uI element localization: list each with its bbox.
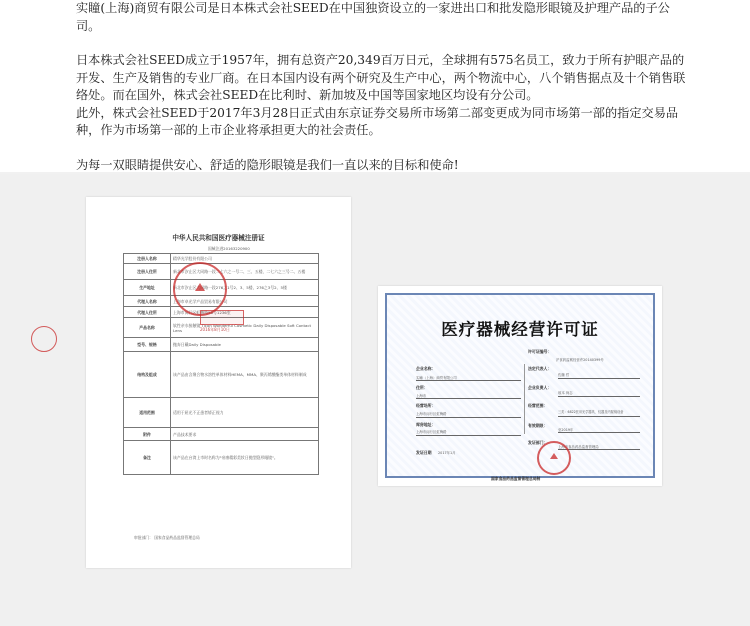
stamp-date: 2016年8月10日 xyxy=(200,327,230,332)
official-seal-icon xyxy=(173,262,227,316)
issuer-value: 上海市食品药品监督管理局 xyxy=(558,445,599,449)
approval-stamp-icon xyxy=(200,310,244,325)
table-row: 适用范围 适用于屈光不正患者矫正视力 xyxy=(124,398,319,428)
table-row: 生产地址 新北市汐止区大同路一段276之1号2、3、5楼，276之3号2、5楼 xyxy=(124,280,319,296)
issuer-label: 发证部门： xyxy=(528,440,548,445)
legal-rep-label: 法定代表人： xyxy=(528,366,552,371)
registration-code: 国械注进20163220900 xyxy=(208,246,250,251)
premises-value: 上海市闵行区虹梅路 xyxy=(416,412,447,416)
mission-statement: 为每一双眼睛提供安心、舒适的隐形眼镜是我们一直以来的目标和使命! xyxy=(76,157,459,172)
table-row: 产品名称 软性亲水接触镜 Ticon Wonderful Cosmetic Daily Disposable Soft Contact Lens xyxy=(124,318,319,338)
valid-period-value: 至2019年 xyxy=(558,428,574,432)
director-label: 企业负责人： xyxy=(528,385,552,390)
permit-number: 沪食药监械经营许20140399号 xyxy=(556,358,604,362)
small-seal-icon xyxy=(31,326,57,352)
license-seal-icon xyxy=(537,441,571,475)
residence-value: 上海市 xyxy=(416,394,427,398)
issue-date-label: 发证日期 xyxy=(416,450,432,455)
business-license-certificate xyxy=(378,286,662,486)
table-row: 结构及组成 该产品由含聚合物水溶性单体材料HEMA、MMA、聚丙烯酸酯类单体材料制成 xyxy=(124,352,319,398)
director-value: 坂本 尚志 xyxy=(558,391,573,395)
table-row: 注册人名称 精华光学股份有限公司 xyxy=(124,254,319,264)
table-row: 附件 产品技术要求 xyxy=(124,428,319,441)
warehouse-value: 上海市闵行区虹梅路 xyxy=(416,430,447,434)
permit-number-label: 许可证编号： xyxy=(528,349,552,354)
table-row: 备注 该产品在台湾上市时名称为"帝康精彩美妆日抛型隐形眼镜"。 xyxy=(124,441,319,475)
business-license-title: 医疗器械经营许可证 xyxy=(441,320,599,339)
license-footer: 国家食品药品监督管理总局制 xyxy=(491,476,541,481)
intro-paragraph-2: 日本株式会社SEED成立于1957年，拥有总资产20,349百万日元，全球拥有575名员工，致力于所有护眼产品的开发、生产及销售的专业厂商。在日本国内设有两个研究及生产中心，两个物流中心，八个销售据点及十个销售联络处。而在国外，株式会社SEED在比利时、新加坡及中国等国家地区均设有分公司。 xyxy=(76,53,686,102)
registration-certificate xyxy=(86,197,351,568)
approval-department: 审批部门： 国家食品药品监督管理总局 xyxy=(134,535,200,540)
intro-line-1: 实瞳(上海)商贸有限公司是日本株式会社SEED在中国独资设立的一家进出口和批发隐形眼镜及护理产品的子公司。 xyxy=(76,1,670,33)
registration-certificate-title: 中华人民共和国医疗器械注册证 xyxy=(172,234,265,242)
legal-rep-value: 佐藤 哲 xyxy=(558,373,570,377)
valid-period-label: 有效期限： xyxy=(528,423,548,428)
premises-label: 经营场所： xyxy=(416,403,436,408)
intro-paragraph-3: 此外，株式会社SEED于2017年3月28日正式由东京证券交易所市场第二部变更成为同市场第一部的指定交易品种，作为市场第一部的上市企业将承担更大的社会责任。 xyxy=(76,105,679,137)
residence-label: 住所： xyxy=(416,385,428,390)
table-row: 型号、规格 抛弃日戴Daily Disposable xyxy=(124,338,319,352)
scope-label: 经营范围： xyxy=(528,403,548,408)
warehouse-label: 库房地址： xyxy=(416,422,436,427)
table-row: 代理人名称 上海市卓光学产品贸易有限公司 xyxy=(124,296,319,307)
table-row: 代理人住所 上海市闵行区虹梅路58号1236室 xyxy=(124,307,319,318)
company-intro xyxy=(76,0,686,174)
table-row: 注册人住所 新北市汐止区大同路一段二七六之一号二、三、五楼，二七六之三号二、五楼 xyxy=(124,264,319,280)
scope-value: 三类：6822医用光学器具、仪器及内窥镜设备 xyxy=(558,410,624,414)
company-name-value: 实瞳（上海）商贸有限公司 xyxy=(416,376,457,380)
company-name-label: 企业名称： xyxy=(416,366,436,371)
issue-date-value: 2017年1月 xyxy=(438,451,456,455)
